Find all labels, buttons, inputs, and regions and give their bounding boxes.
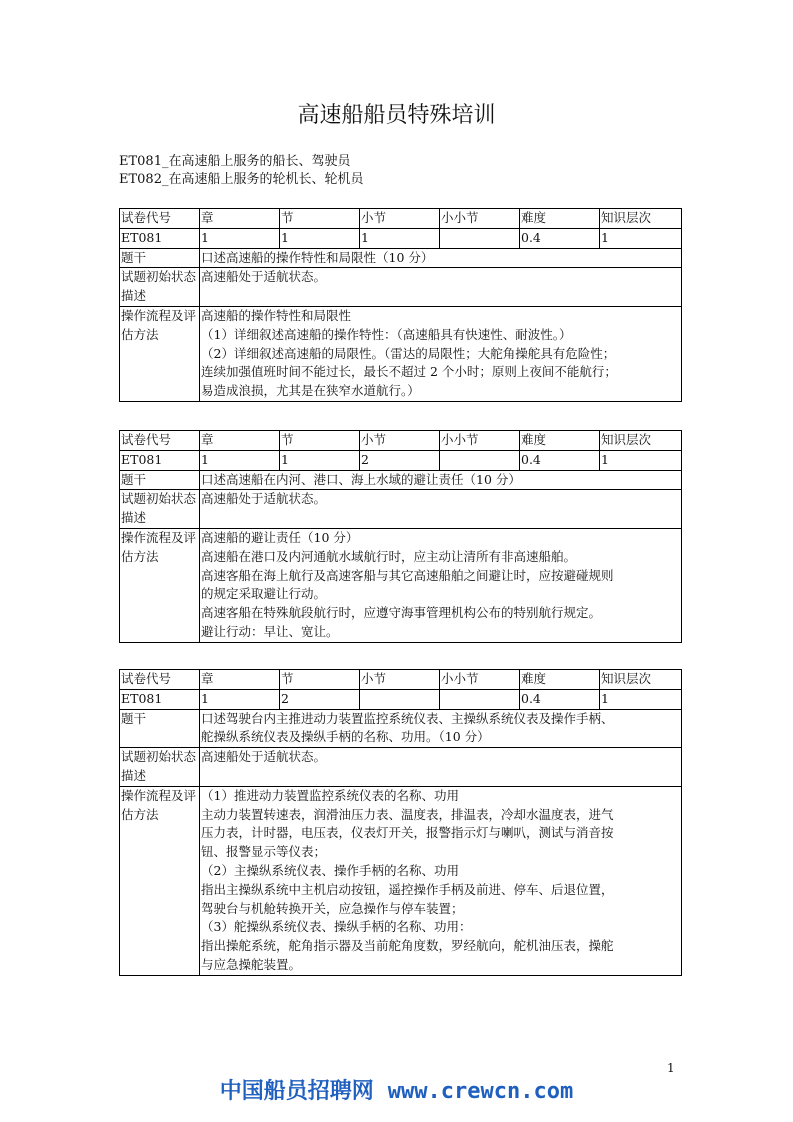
init-row bbox=[120, 748, 682, 787]
stem-label: 题干 bbox=[120, 709, 200, 748]
proc-line: 压力表，计时器，电压表，仪表灯开关，报警指示灯与喇叭，测试与消音按 bbox=[201, 825, 614, 841]
value-cell bbox=[440, 450, 520, 470]
footer-site-name: 中国船员招聘网 bbox=[219, 1079, 374, 1104]
value-cell: 1 bbox=[280, 228, 360, 248]
proc-row bbox=[120, 528, 682, 642]
proc-line: 易造成浪损，尤其是在狭窄水道航行。） bbox=[201, 383, 420, 399]
footer-watermark bbox=[0, 1074, 793, 1105]
header-cell: 小节 bbox=[360, 209, 440, 229]
value-cell: ET081 bbox=[120, 689, 200, 709]
header-cell: 小节 bbox=[360, 670, 440, 690]
table-values-row bbox=[120, 228, 682, 248]
proc-text bbox=[200, 786, 682, 975]
proc-line: （1）推进动力装置监控系统仪表的名称、功用 bbox=[201, 787, 459, 803]
stem-line: 口述高速船的操作特性和局限性（10 分） bbox=[201, 249, 434, 265]
footer-url[interactable]: www.crewcn.com bbox=[387, 1079, 574, 1104]
value-cell: 1 bbox=[200, 689, 280, 709]
header-cell: 难度 bbox=[520, 209, 600, 229]
table-values-row bbox=[120, 689, 682, 709]
stem-line: 口述高速船在内河、港口、海上水域的避让责任（10 分） bbox=[201, 471, 521, 487]
proc-line: 指出主操纵系统中主机启动按钮，遥控操作手柄及前进、停车、后退位置， bbox=[201, 881, 614, 897]
value-cell: 0.4 bbox=[520, 450, 600, 470]
header-cell: 节 bbox=[280, 670, 360, 690]
proc-line: 避让行动：早让、宽让。 bbox=[201, 623, 339, 639]
proc-label: 操作流程及评估方法 bbox=[120, 528, 200, 642]
proc-line: （3）舵操纵系统仪表、操纵手柄的名称、功用： bbox=[201, 919, 472, 935]
header-cell: 章 bbox=[200, 670, 280, 690]
proc-text bbox=[200, 528, 682, 642]
value-cell: 1 bbox=[280, 450, 360, 470]
stem-row bbox=[120, 470, 682, 490]
value-cell: 1 bbox=[600, 450, 682, 470]
value-cell: ET081 bbox=[120, 450, 200, 470]
proc-label: 操作流程及评估方法 bbox=[120, 786, 200, 975]
proc-line: 的规定采取避让行动。 bbox=[201, 586, 327, 602]
subtitle-2: ET082_在高速船上服务的轮机长、轮机员 bbox=[119, 172, 364, 187]
proc-row bbox=[120, 786, 682, 975]
stem-row bbox=[120, 709, 682, 748]
value-cell: 0.4 bbox=[520, 689, 600, 709]
stem-text bbox=[200, 470, 682, 490]
table-header-row bbox=[120, 670, 682, 690]
page-number: 1 bbox=[667, 1061, 675, 1075]
init-text: 高速船处于适航状态。 bbox=[200, 490, 682, 529]
proc-line: 高速船的操作特性和局限性 bbox=[201, 307, 352, 323]
table-header-row bbox=[120, 209, 682, 229]
stem-line: 舵操纵系统仪表及操纵手柄的名称、功用。（10 分） bbox=[201, 729, 490, 745]
header-cell: 章 bbox=[200, 209, 280, 229]
proc-label: 操作流程及评估方法 bbox=[120, 306, 200, 401]
stem-text bbox=[200, 709, 682, 748]
table-values-row bbox=[120, 450, 682, 470]
proc-line: （2）详细叙述高速船的局限性。（雷达的局限性；大舵角操舵具有危险性； bbox=[201, 345, 616, 361]
subtitle-1: ET081_在高速船上服务的船长、驾驶员 bbox=[119, 154, 351, 169]
value-cell bbox=[360, 689, 440, 709]
header-cell: 章 bbox=[200, 431, 280, 451]
header-cell: 试卷代号 bbox=[120, 670, 200, 690]
stem-text bbox=[200, 248, 682, 268]
init-row bbox=[120, 490, 682, 529]
value-cell: 0.4 bbox=[520, 228, 600, 248]
init-text: 高速船处于适航状态。 bbox=[200, 748, 682, 787]
proc-line: 高速船在港口及内河通航水域航行时，应主动让清所有非高速船舶。 bbox=[201, 548, 577, 564]
value-cell: 2 bbox=[360, 450, 440, 470]
table-header-row bbox=[120, 431, 682, 451]
value-cell: 1 bbox=[360, 228, 440, 248]
proc-line: 钮、报警显示等仪表； bbox=[201, 844, 327, 860]
init-label: 试题初始状态描述 bbox=[120, 268, 200, 307]
header-cell: 试卷代号 bbox=[120, 431, 200, 451]
header-cell: 难度 bbox=[520, 670, 600, 690]
value-cell: 1 bbox=[200, 228, 280, 248]
value-cell: 2 bbox=[280, 689, 360, 709]
header-cell: 节 bbox=[280, 431, 360, 451]
question-table bbox=[119, 669, 682, 976]
init-text: 高速船处于适航状态。 bbox=[200, 268, 682, 307]
init-label: 试题初始状态描述 bbox=[120, 490, 200, 529]
header-cell: 小节 bbox=[360, 431, 440, 451]
value-cell: 1 bbox=[200, 450, 280, 470]
proc-line: 高速客船在特殊航段航行时，应遵守海事管理机构公布的特别航行规定。 bbox=[201, 605, 602, 621]
proc-line: 与应急操舵装置。 bbox=[201, 956, 302, 972]
init-label: 试题初始状态描述 bbox=[120, 748, 200, 787]
value-cell: 1 bbox=[600, 228, 682, 248]
proc-line: 指出操舵系统，舵角指示器及当前舵角度数，罗经航向，舵机油压表，操舵 bbox=[201, 938, 614, 954]
stem-label: 题干 bbox=[120, 470, 200, 490]
stem-label: 题干 bbox=[120, 248, 200, 268]
proc-line: 高速客船在海上航行及高速客船与其它高速船舶之间避让时，应按避碰规则 bbox=[201, 567, 614, 583]
header-cell: 小小节 bbox=[440, 209, 520, 229]
proc-line: 驾驶台与机舱转换开关，应急操作与停车装置； bbox=[201, 900, 464, 916]
proc-line: 连续加强值班时间不能过长，最长不超过 2 个小时；原则上夜间不能航行； bbox=[201, 364, 617, 380]
value-cell: 1 bbox=[600, 689, 682, 709]
header-cell: 知识层次 bbox=[600, 670, 682, 690]
header-cell: 节 bbox=[280, 209, 360, 229]
question-table bbox=[119, 208, 682, 402]
value-cell bbox=[440, 228, 520, 248]
header-cell: 难度 bbox=[520, 431, 600, 451]
header-cell: 小小节 bbox=[440, 431, 520, 451]
value-cell bbox=[440, 689, 520, 709]
proc-line: （2）主操纵系统仪表、操作手柄的名称、功用 bbox=[201, 862, 459, 878]
question-table bbox=[119, 430, 682, 643]
proc-line: （1）详细叙述高速船的操作特性：（高速船具有快速性、耐波性。） bbox=[201, 326, 572, 342]
proc-text bbox=[200, 306, 682, 401]
proc-line: 主动力装置转速表，润滑油压力表、温度表，排温表，冷却水温度表，进气 bbox=[201, 806, 614, 822]
header-cell: 试卷代号 bbox=[120, 209, 200, 229]
proc-row bbox=[120, 306, 682, 401]
page-title: 高速船船员特殊培训 bbox=[297, 103, 496, 128]
init-row bbox=[120, 268, 682, 307]
stem-row bbox=[120, 248, 682, 268]
stem-line: 口述驾驶台内主推进动力装置监控系统仪表、主操纵系统仪表及操作手柄、 bbox=[201, 710, 614, 726]
header-cell: 知识层次 bbox=[600, 431, 682, 451]
proc-line: 高速船的避让责任（10 分） bbox=[201, 529, 359, 545]
header-cell: 知识层次 bbox=[600, 209, 682, 229]
header-cell: 小小节 bbox=[440, 670, 520, 690]
value-cell: ET081 bbox=[120, 228, 200, 248]
